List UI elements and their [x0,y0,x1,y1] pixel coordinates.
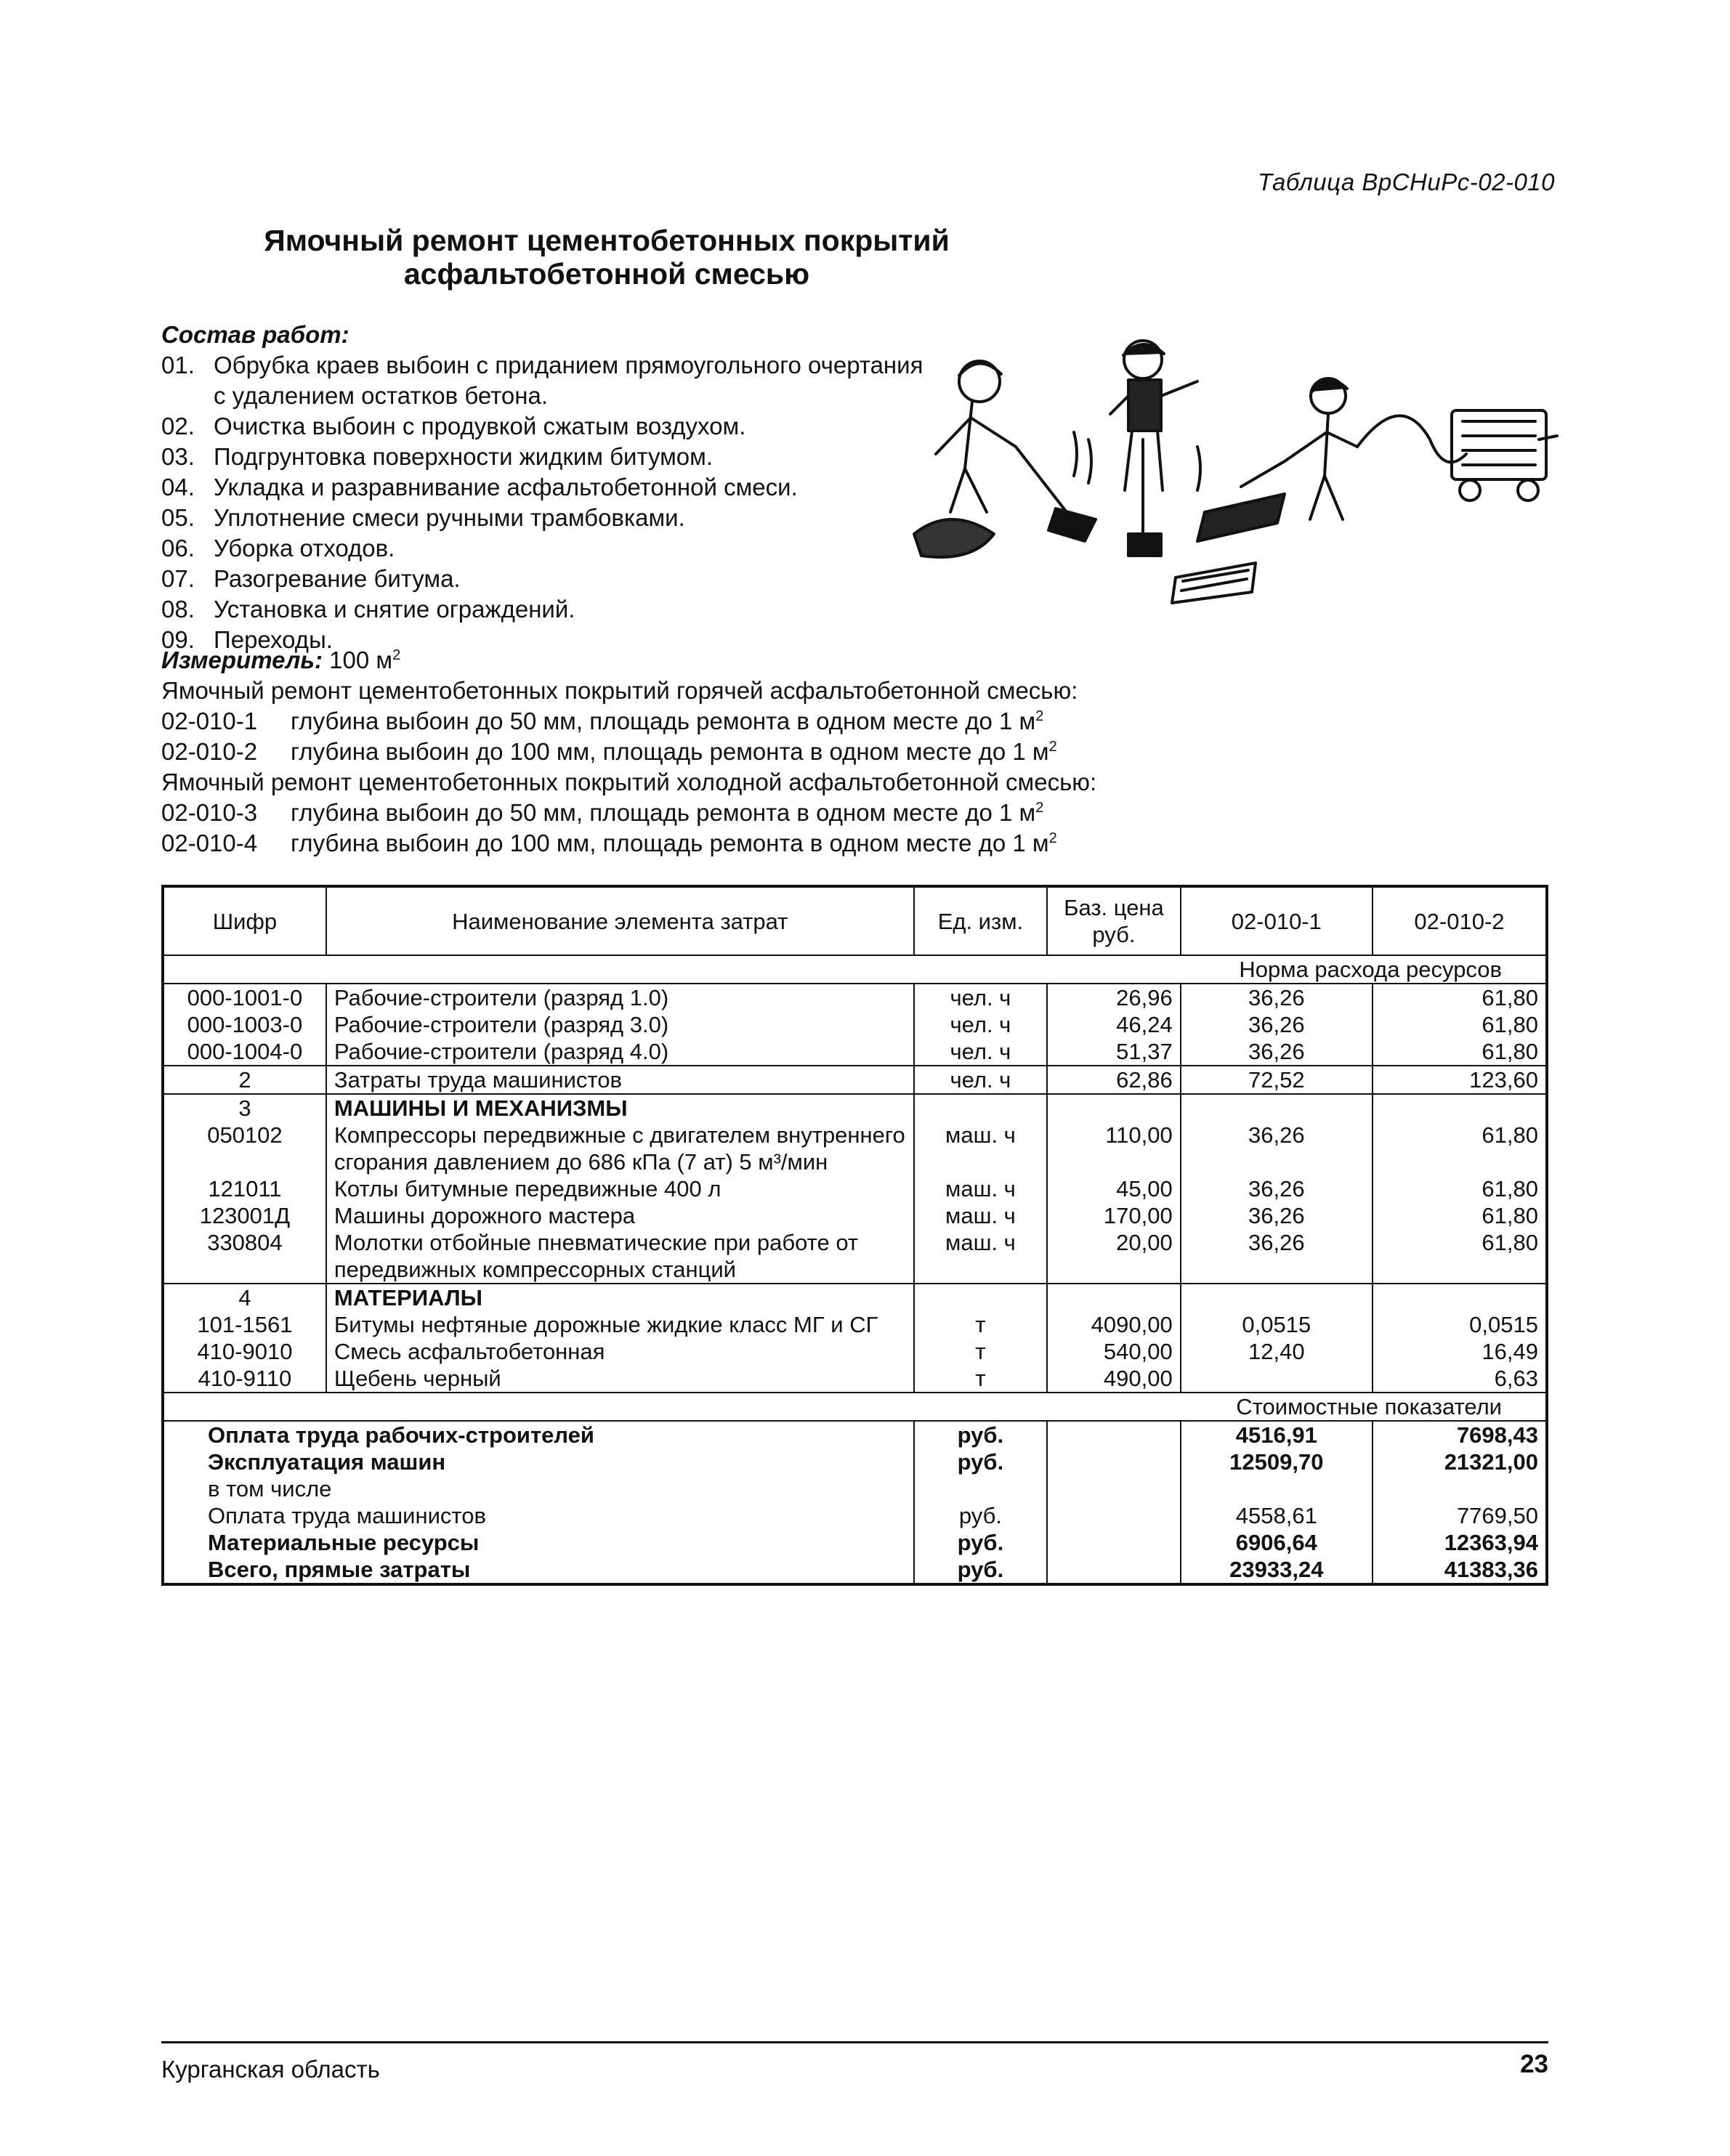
cost-unit: руб. [914,1502,1048,1529]
cell-code: 000-1001-0 [163,984,326,1011]
cell-name: Котлы битумные передвижные 400 л [326,1175,914,1202]
compressor-icon [1452,410,1557,500]
step-text: Уборка отходов. [214,535,395,562]
table-row [163,1202,1547,1229]
cell-code: 000-1004-0 [163,1038,326,1066]
cost-v2: 21321,00 [1373,1448,1547,1475]
cell-unit: чел. ч [914,984,1048,1011]
step-text: Установка и снятие ограждений. [214,596,575,623]
work-step [161,472,946,503]
step-number: 06. [161,535,195,562]
cost-v2 [1373,1475,1547,1502]
cell-unit: чел. ч [914,1011,1048,1038]
table-row [163,1175,1547,1202]
cell-v1: 36,26 [1181,1229,1373,1284]
description-sup: 2 [1048,830,1057,846]
cost-name: Материальные ресурсы [163,1529,914,1556]
description-code: 02-010-3 [161,799,258,826]
cold-mix-intro: Ямочный ремонт цементобетонных покрытий холодной асфальтобетонной смесью: [161,769,1097,795]
table-id: Таблица ВрСНиРс-02-010 [1258,169,1555,195]
cell-code: 121011 [163,1175,326,1202]
cell-code: 4 [163,1284,326,1311]
cell-name: Рабочие-строители (разряд 1.0) [326,984,914,1011]
cell-v2: 0,0515 [1373,1311,1547,1338]
description-sup: 2 [1048,739,1057,755]
header-code: Шифр [163,886,326,955]
cell-v2: 61,80 [1373,1175,1547,1202]
resource-norms-table [161,885,1548,1586]
asphalt-patch-icon [1172,494,1285,603]
cost-price [1047,1502,1181,1529]
cost-unit: руб. [914,1421,1048,1448]
cost-price [1047,1556,1181,1584]
description-sup: 2 [1035,708,1044,724]
cell-name: Молотки отбойные пневматические при работе от передвижных компрессорных станций [326,1229,914,1284]
cell-price: 51,37 [1047,1038,1181,1066]
cell-unit: маш. ч [914,1122,1048,1175]
step-number: 04. [161,474,195,500]
cost-v1: 12509,70 [1181,1448,1373,1475]
description-code: 02-010-2 [161,738,258,765]
table-row [163,1365,1547,1393]
cell-v1: 36,26 [1181,1202,1373,1229]
cost-header: Стоимостные показатели [163,1393,1547,1421]
description-item [161,828,1578,859]
cell-unit: т [914,1338,1048,1365]
cell-v2: 123,60 [1373,1066,1547,1094]
work-step [161,594,946,625]
cost-unit: руб. [914,1448,1048,1475]
cell-name: Щебень черный [326,1365,914,1393]
cost-unit: руб. [914,1556,1048,1584]
cell-unit: т [914,1311,1048,1338]
header-price: Баз. цена руб. [1047,886,1181,955]
cell-v1: 0,0515 [1181,1311,1373,1338]
cell-name: Рабочие-строители (разряд 3.0) [326,1011,914,1038]
cell-v2: 16,49 [1373,1338,1547,1365]
table-row [163,984,1547,1011]
cell-v2 [1373,1094,1547,1122]
title-line-2: асфальтобетонной смесью [403,257,810,291]
cell-price: 4090,00 [1047,1311,1181,1338]
cell-name: Компрессоры передвижные с двигателем внутреннего сгорания давлением до 686 кПа (7 ат) 5 м³/мин [326,1122,914,1175]
step-number: 02. [161,413,195,439]
cell-name: Битумы нефтяные дорожные жидкие класс МГ и СГ [326,1311,914,1338]
description-item [161,706,1578,737]
cell-code: 410-9110 [163,1365,326,1393]
table-row [163,1011,1547,1038]
description-text: глубина выбоин до 100 мм, площадь ремонта в одном месте до 1 м [291,830,1049,856]
table-row [163,1311,1547,1338]
work-descriptions [161,676,1578,859]
cell-price: 45,00 [1047,1175,1181,1202]
step-text: Переходы. [214,626,333,653]
cost-v2: 41383,36 [1373,1556,1547,1584]
cell-price: 46,24 [1047,1011,1181,1038]
measure-sup: 2 [392,647,401,663]
cost-row [163,1475,1547,1502]
cell-unit: маш. ч [914,1175,1048,1202]
cell-unit: маш. ч [914,1229,1048,1284]
cell-code: 3 [163,1094,326,1122]
step-text: Очистка выбоин с продувкой сжатым воздухом. [214,413,746,439]
cell-price: 110,00 [1047,1122,1181,1175]
cost-name: в том числе [163,1475,914,1502]
description-code: 02-010-4 [161,830,258,856]
cell-unit: чел. ч [914,1066,1048,1094]
cell-v1: 12,40 [1181,1338,1373,1365]
cell-name: МАТЕРИАЛЫ [326,1284,914,1311]
description-item [161,737,1578,767]
cell-price: 540,00 [1047,1338,1181,1365]
cost-unit: руб. [914,1529,1048,1556]
work-step [161,350,946,411]
cell-v2 [1373,1284,1547,1311]
page-number: 23 [1520,2050,1548,2078]
step-number: 03. [161,443,195,470]
cell-v2: 61,80 [1373,1038,1547,1066]
cell-v2: 61,80 [1373,1011,1547,1038]
cell-unit: т [914,1365,1048,1393]
cell-price: 62,86 [1047,1066,1181,1094]
cell-v1: 36,26 [1181,1038,1373,1066]
measure-line [161,645,400,676]
table-header-row [163,886,1547,955]
cell-v1: 36,26 [1181,1122,1373,1175]
cell-price: 170,00 [1047,1202,1181,1229]
step-number: 08. [161,596,195,623]
cell-v1 [1181,1094,1373,1122]
step-number: 09. [161,626,195,653]
cell-code: 000-1003-0 [163,1011,326,1038]
cell-v1: 72,52 [1181,1066,1373,1094]
step-text: Обрубка краев выбоин с приданием прямоугольного очертания с удалением остатков бетона. [214,352,923,409]
cost-v1: 23933,24 [1181,1556,1373,1584]
header-name: Наименование элемента затрат [326,886,914,955]
norm-header: Норма расхода ресурсов [163,955,1547,984]
norm-header-row [163,955,1547,984]
work-step [161,442,946,472]
table-row [163,1229,1547,1284]
cell-code: 101-1561 [163,1311,326,1338]
cost-price [1047,1448,1181,1475]
work-step [161,533,946,564]
table-row [163,1338,1547,1365]
cost-name: Эксплуатация машин [163,1448,914,1475]
cost-header-row [163,1393,1547,1421]
step-text: Подгрунтовка поверхности жидким битумом. [214,443,714,470]
description-text: глубина выбоин до 50 мм, площадь ремонта в одном месте до 1 м [291,708,1036,734]
table-row [163,1094,1547,1122]
table-row [163,1038,1547,1066]
cost-row [163,1502,1547,1529]
cell-code: 410-9010 [163,1338,326,1365]
cell-price [1047,1094,1181,1122]
cell-v2: 6,63 [1373,1365,1547,1393]
work-step [161,411,946,442]
cost-v1 [1181,1475,1373,1502]
step-text: Уплотнение смеси ручными трамбовками. [214,504,685,531]
cost-v1: 4558,61 [1181,1502,1373,1529]
cell-v1 [1181,1284,1373,1311]
header-unit: Ед. изм. [914,886,1048,955]
description-sup: 2 [1035,800,1044,816]
table-row [163,1066,1547,1094]
worker-shovel-icon [914,361,1096,557]
step-number: 07. [161,565,195,592]
cost-v2: 12363,94 [1373,1529,1547,1556]
cell-name: МАШИНЫ И МЕХАНИЗМЫ [326,1094,914,1122]
cell-name: Машины дорожного мастера [326,1202,914,1229]
cell-code: 123001Д [163,1202,326,1229]
cost-row [163,1421,1547,1448]
cell-v2: 61,80 [1373,1122,1547,1175]
header-v2: 02-010-2 [1373,886,1547,955]
table-row [163,1122,1547,1175]
cell-v1 [1181,1365,1373,1393]
step-number: 05. [161,504,195,531]
cell-price: 26,96 [1047,984,1181,1011]
cell-code: 330804 [163,1229,326,1284]
cost-v1: 6906,64 [1181,1529,1373,1556]
cost-price [1047,1529,1181,1556]
cost-name: Оплата труда машинистов [163,1502,914,1529]
cell-v1: 36,26 [1181,984,1373,1011]
cell-name: Рабочие-строители (разряд 4.0) [326,1038,914,1066]
footer-region: Курганская область [161,2056,380,2083]
cost-row [163,1556,1547,1584]
work-step [161,564,946,594]
cost-v2: 7769,50 [1373,1502,1547,1529]
measure-label: Измеритель: [161,647,323,673]
road-workers-illustration [892,331,1561,607]
cell-price: 490,00 [1047,1365,1181,1393]
header-v1: 02-010-1 [1181,886,1373,955]
cell-unit: маш. ч [914,1202,1048,1229]
cost-v2: 7698,43 [1373,1421,1547,1448]
work-composition-label: Состав работ: [161,321,349,348]
footer-divider [161,2041,1548,2043]
table-row [163,1284,1547,1311]
cell-unit [914,1284,1048,1311]
cost-v1: 4516,91 [1181,1421,1373,1448]
cost-name: Оплата труда рабочих-строителей [163,1421,914,1448]
cell-price: 20,00 [1047,1229,1181,1284]
cost-row [163,1448,1547,1475]
cell-name: Смесь асфальтобетонная [326,1338,914,1365]
cell-code: 2 [163,1066,326,1094]
cell-v2: 61,80 [1373,1229,1547,1284]
page-title [160,224,1054,291]
cell-unit: чел. ч [914,1038,1048,1066]
step-text: Укладка и разравнивание асфальтобетонной смеси. [214,474,798,500]
cost-price [1047,1421,1181,1448]
cost-row [163,1529,1547,1556]
work-step [161,503,946,533]
cell-price [1047,1284,1181,1311]
description-code: 02-010-1 [161,708,258,734]
description-text: глубина выбоин до 100 мм, площадь ремонта в одном месте до 1 м [291,738,1049,765]
measure-value: 100 м [329,647,393,673]
step-text: Разогревание битума. [214,565,461,592]
description-text: глубина выбоин до 50 мм, площадь ремонта в одном месте до 1 м [291,799,1036,826]
work-composition [161,320,946,655]
hot-mix-intro: Ямочный ремонт цементобетонных покрытий горячей асфальтобетонной смесью: [161,677,1078,704]
cell-unit [914,1094,1048,1122]
cost-price [1047,1475,1181,1502]
description-item [161,798,1578,828]
cell-code: 050102 [163,1122,326,1175]
cell-v1: 36,26 [1181,1175,1373,1202]
cost-unit [914,1475,1048,1502]
cell-v2: 61,80 [1373,984,1547,1011]
cell-name: Затраты труда машинистов [326,1066,914,1094]
cell-v2: 61,80 [1373,1202,1547,1229]
step-number: 01. [161,352,195,378]
cell-v1: 36,26 [1181,1011,1373,1038]
cost-name: Всего, прямые затраты [163,1556,914,1584]
title-line-1: Ямочный ремонт цементобетонных покрытий [264,224,950,257]
